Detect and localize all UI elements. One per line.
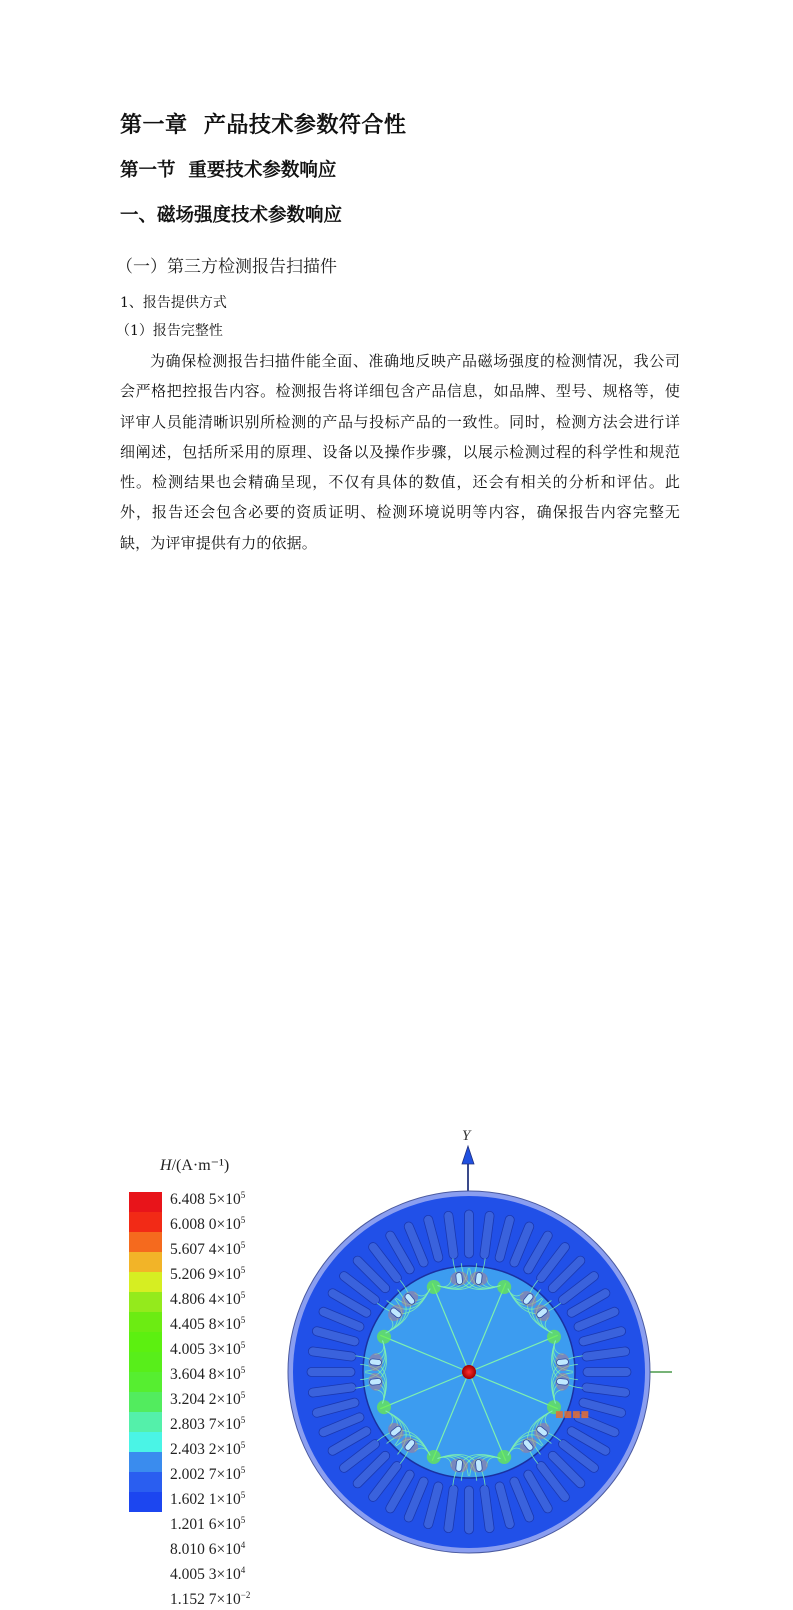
subsubsection-heading: （一）第三方检测报告扫描件 (116, 257, 337, 277)
color-scale-label: 6.008 $0\times 10^5$ (170, 1215, 246, 1233)
color-scale-segment (129, 1472, 162, 1492)
color-scale-label: 5.206 $9\times 10^5$ (170, 1265, 246, 1283)
color-scale-segment (129, 1292, 162, 1312)
color-scale-label: 4.806 $4\times 10^5$ (170, 1290, 246, 1308)
legend-unit: /(A·m⁻¹) (171, 1157, 230, 1174)
color-scale-label: 1.201 $6\times 10^5$ (170, 1515, 246, 1533)
color-scale-label: 5.607 $4\times 10^5$ (170, 1240, 246, 1258)
color-scale-segment (129, 1312, 162, 1332)
color-scale-segment (129, 1452, 162, 1472)
color-scale-label: 6.408 $5\times 10^5$ (170, 1190, 246, 1208)
legend-title (160, 1155, 229, 1175)
color-scale-bar (129, 1192, 162, 1512)
legend-variable: H (160, 1157, 172, 1174)
item-heading: 1、报告提供方式 (120, 295, 227, 311)
color-scale-segment (129, 1192, 162, 1212)
color-scale-segment (129, 1352, 162, 1372)
color-scale-segment (129, 1392, 162, 1412)
color-scale-label: 2.002 $7\times 10^5$ (170, 1465, 246, 1483)
chapter-heading: 第一章 产品技术参数符合性 (120, 113, 407, 138)
color-scale-label: 4.405 $8\times 10^5$ (170, 1315, 246, 1333)
shaft-hotspot (462, 1365, 476, 1379)
color-scale-segment (129, 1272, 162, 1292)
motor-field-plot (270, 1120, 690, 1570)
color-scale-segment (129, 1432, 162, 1452)
color-scale-label: 4.005 $3\times 10^4$ (170, 1565, 246, 1583)
subsection-heading: 一、磁场强度技术参数响应 (120, 205, 343, 226)
color-scale-label: 1.602 $1\times 10^5$ (170, 1490, 246, 1508)
magnetic-field-figure (0, 560, 793, 1608)
body-paragraph: 为确保检测报告扫描件能全面、准确地反映产品磁场强度的检测情况，我公司会严格把控报告内容。检测报告将详细包含产品信息，如品牌、型号、规格等，使评审人员能清晰识别所检测的产品与投标产品的一致性。同时，检测方法会进行详细阐述，包括所采用的原理、设备以及操作步骤，以展示检测过程的科学性和规范性。检测结果也会精确呈现，不仅有具体的数值，还会有相关的分析和评估。此外，报告还会包含必要的资质证明、检测环境说明等内容，确保报告内容完整无缺，为评审提供有力的依据。 (120, 352, 680, 552)
color-scale-label: 8.010 $6\times 10^4$ (170, 1540, 246, 1558)
color-scale-label: 2.803 $7\times 10^5$ (170, 1415, 246, 1433)
y-axis-label: Y (462, 1128, 471, 1144)
color-scale-segment (129, 1212, 162, 1232)
color-scale-label: 3.604 $8\times 10^5$ (170, 1365, 246, 1383)
color-scale-segment (129, 1412, 162, 1432)
watermark: ■■■■ (555, 1410, 590, 1420)
color-scale-label: 3.204 $2\times 10^5$ (170, 1390, 246, 1408)
color-scale-labels (170, 1185, 250, 1610)
color-scale-label: 4.005 $3\times 10^5$ (170, 1340, 246, 1358)
y-axis-arrow-icon (462, 1146, 474, 1164)
color-scale-segment (129, 1372, 162, 1392)
color-scale-label: 2.403 $2\times 10^5$ (170, 1440, 246, 1458)
color-scale-segment (129, 1492, 162, 1512)
color-scale-segment (129, 1252, 162, 1272)
color-scale-segment (129, 1232, 162, 1252)
color-scale-segment (129, 1332, 162, 1352)
section-heading: 第一节 重要技术参数响应 (120, 160, 337, 181)
color-scale-label: 1.152 $7\times 10^{-2}$ (170, 1590, 251, 1608)
subitem-heading: （1）报告完整性 (116, 323, 223, 339)
